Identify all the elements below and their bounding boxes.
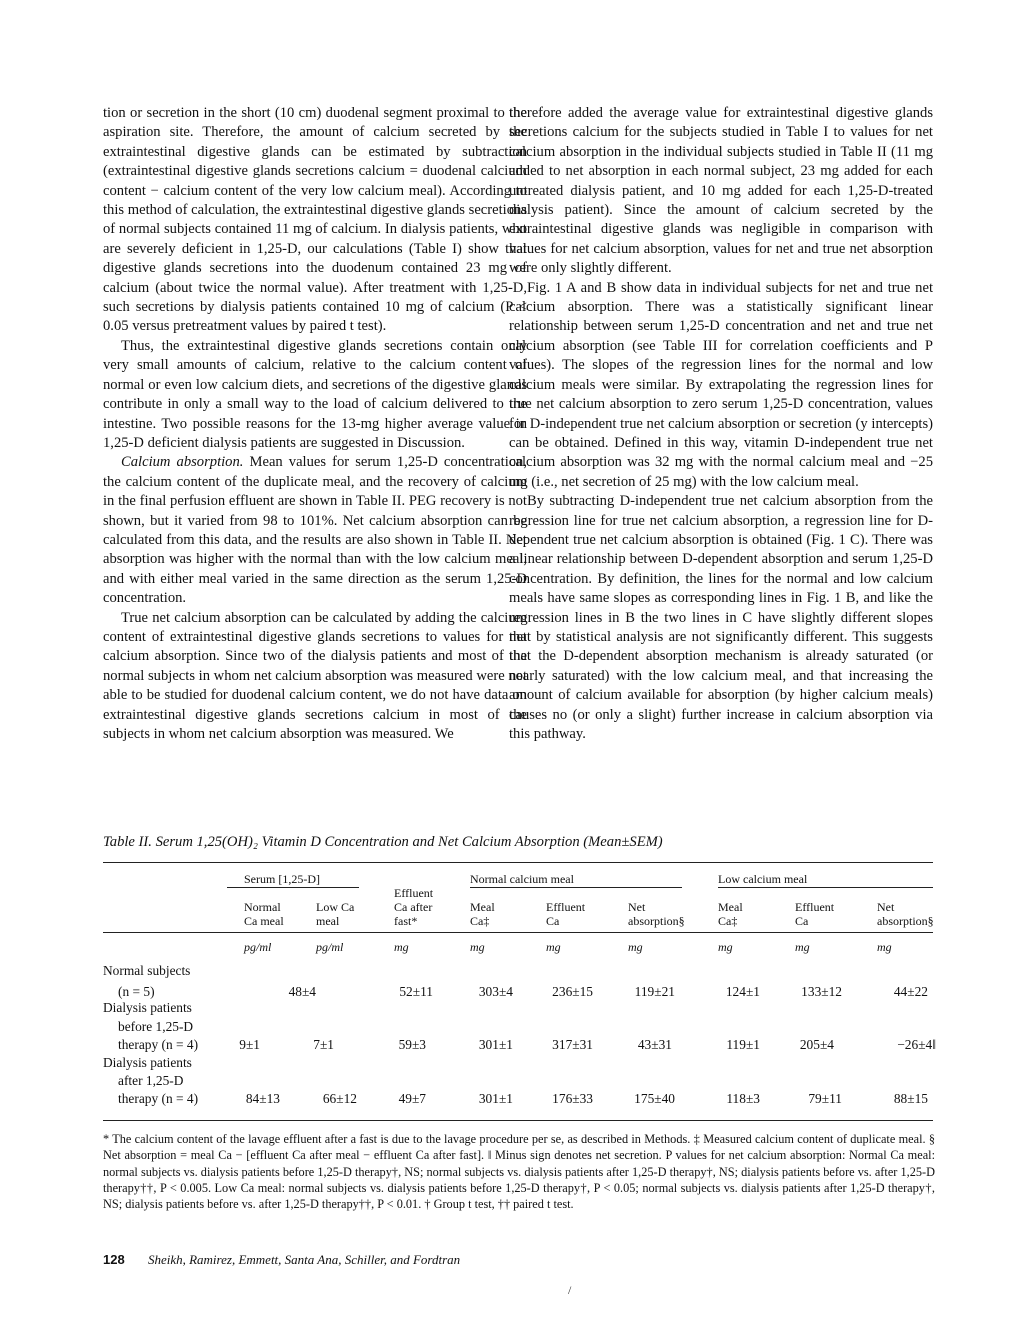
paragraph: therefore added the average value for extraintestinal digestive glands secretions calcium for the subjects studied in Table I to values for net calcium absorption in the individual subjects studied in Table II (11 mg added to net absorption in each normal subject, 23 mg added for each untreated dialysis patient, and 10 mg added for each 1,25-D-treated dialysis patient). Since the amount of calcium secreted by the extraintestinal digestive glands was negligible in comparison with values for net calcium absorption, values for net and true net absorption were only slightly different. (509, 105, 933, 277)
table-cell: 303±4 (478, 984, 513, 999)
table-top-rule (103, 862, 933, 863)
unit-label: mg (628, 940, 643, 954)
table-cell: 236±15 (552, 984, 593, 999)
table-cell: 48±4 (288, 984, 316, 999)
paragraph: tion or secretion in the short (10 cm) duodenal segment proximal to the aspiration site. Therefore, the amount of calcium secreted by the extraintestinal digestive glands can be estimated by subtraction (extraintestinal digestive glands secretions calcium = duodenal calcium content − calcium content of the very low calcium meal). According to this method of calculation, the extraintestinal digestive glands secretions of normal subjects contained 11 mg of calcium. In dialysis patients, who are severely deficient in 1,25-D, our calculations (Table I) show that digestive glands secretions into the duodenum contained 23 mg of calcium (about twice the normal value). After treatment with 1,25-D, such secretions by dialysis patients contained 10 mg of calcium (P < 0.05 versus pretreatment values by paired t test). (103, 105, 527, 335)
paragraph (103, 453, 527, 608)
paragraph: By subtracting D-independent true net calcium absorption from the regression line for true net calcium absorption, a regression line for D-dependent true net calcium absorption is obtained (Fig. 1 C). There was a linear relationship between D-dependent absorption and serum 1,25-D concentration. By definition, the lines for the normal and low calcium meals have same slopes as corresponding lines in Fig. 1 B, and like the regression lines in B the two lines in C have slightly different slopes that by statistical analysis are not significantly different. This suggests that the D-dependent absorption mechanism is already saturated (or nearly saturated) with the low calcium meal, and that increasing the amount of calcium available for absorption (by higher calcium meals) causes no (or only a slight) further increase in calcium absorption via this pathway. (509, 493, 933, 742)
col-header: absorption§ (877, 914, 934, 928)
running-authors: Sheikh, Ramirez, Emmett, Santa Ana, Schiller, and Fordtran (147, 1252, 461, 1267)
stray-mark: / (568, 1283, 572, 1297)
col-header: Ca meal (244, 914, 284, 928)
col-header: Ca (795, 914, 809, 928)
col-header: Meal (470, 900, 495, 914)
table-caption: Table II. Serum 1,25(OH)₂ Vitamin D Concentration and Net Calcium Absorption (Mean±SEM) (103, 834, 663, 850)
row-label: before 1,25-D (118, 1019, 194, 1034)
table-cell: 175±40 (634, 1091, 675, 1106)
row-label: after 1,25-D (118, 1073, 184, 1088)
table-cell: 7±1 (313, 1037, 334, 1052)
table-cell: 44±22 (893, 984, 928, 999)
paragraph: Thus, the extraintestinal digestive glands secretions contain only very small amounts of calcium, relative to the calcium content of normal or even low calcium diets, and secretions of the digestive glands contribute in only a small way to the load of calcium delivered to the intestine. Two possible reasons for the 13-mg higher average value in 1,25-D deficient dialysis patients are suggested in Discussion. (103, 337, 527, 451)
col-header: Net (628, 900, 646, 914)
group-header-normal: Normal calcium meal (470, 872, 574, 886)
table-cell: 88±15 (893, 1091, 928, 1106)
row-label: Dialysis patients (103, 1055, 192, 1070)
table-cell: 79±11 (808, 1091, 842, 1106)
col-header: absorption§ (628, 914, 685, 928)
table-cell: 119±21 (634, 984, 675, 999)
table-cell: 49±7 (398, 1091, 426, 1106)
unit-label: mg (470, 940, 485, 954)
table-cell: 52±11 (399, 984, 433, 999)
table-bottom-rule (103, 1120, 933, 1121)
row-label: therapy (n = 4) (118, 1037, 199, 1052)
page-footer (103, 1252, 460, 1268)
col-header: Ca after (394, 900, 433, 914)
paragraph: True net calcium absorption can be calculated by adding the calcium content of extraintestinal digestive glands secretions to values for net calcium absorption. Since two of the dialysis patients and most of the normal subjects in whom net calcium absorption was measured were not able to be studied for duodenal calcium content, we do not have data on extraintestinal digestive glands secretions calcium in most of the subjects in whom net calcium absorption was measured. We (103, 609, 527, 742)
unit-label: pg/ml (316, 940, 344, 954)
unit-label: pg/ml (244, 940, 272, 954)
col-header: Effluent (795, 900, 835, 914)
body-column-right (509, 104, 933, 744)
unit-label: mg (795, 940, 810, 954)
unit-label: mg (877, 940, 892, 954)
normal-group-rule (470, 887, 682, 888)
table-cell: 119±1 (726, 1037, 760, 1052)
row-label: therapy (n = 4) (118, 1091, 199, 1106)
col-header: meal (316, 914, 340, 928)
table-cell: 124±1 (725, 984, 760, 999)
table-cell: 118±3 (726, 1091, 760, 1106)
paragraph: Fig. 1 A and B show data in individual subjects for net and true net calcium absorption. There was a statistically significant linear relationship between serum 1,25-D concentration and net and true net calcium absorption (see Table III for correlation coefficients and P values). The slopes of the regression lines for the normal and low calcium meals were similar. By extrapolating the regression lines for true net calcium absorption to zero serum 1,25-D concentration, values for D-independent true net calcium absorption or secretion (y intercepts) can be obtained. Defined in this way, vitamin D-independent true net calcium absorption was 32 mg with the normal calcium meal and −25 mg (i.e., net secretion of 25 mg) with the low calcium meal. (509, 279, 933, 490)
section-heading: Calcium absorption. (121, 454, 244, 471)
col-header: Normal (244, 900, 281, 914)
group-header-serum: Serum [1,25-D] (244, 872, 320, 886)
col-header: Ca‡ (470, 914, 490, 928)
col-header: Ca (546, 914, 560, 928)
low-group-rule (718, 887, 933, 888)
table-cell: 176±33 (552, 1091, 593, 1106)
table-cell: 205±4 (799, 1037, 834, 1052)
page-number: 128 (103, 1252, 125, 1267)
group-header-low: Low calcium meal (718, 872, 808, 886)
body-column-left (103, 104, 527, 744)
col-header: Low Ca (316, 900, 355, 914)
table-cell: 301±1 (478, 1037, 513, 1052)
col-header: Meal (718, 900, 743, 914)
paragraph-text: Mean values for serum 1,25-D concentration, the calcium content of the duplicate meal, and the recovery of calcium in the final perfusion effluent are shown in Table II. PEG recovery is not shown, but it varied from 98 to 101%. Net calcium absorption can be calculated from this data, and the results are also shown in Table II. Net absorption was higher with the normal than with the low calcium meal, and with either meal varied in the same direction as the serum 1,25-D concentration. (103, 454, 527, 607)
unit-label: mg (394, 940, 409, 954)
serum-group-rule (227, 887, 359, 888)
table-footnote: * The calcium content of the lavage effluent after a fast is due to the lavage procedure per se, as described in Methods. ‡ Measured calcium content of duplicate meal. § Net absorption = meal Ca − [effluent Ca after meal − effluent Ca after fast]. ‖ Minus sign denotes net secretion. P values for net calcium absorption: Normal Ca meal: normal subjects vs. dialysis patients before 1,25-D therapy†, NS; normal subjects vs. dialysis patients after 1,25-D therapy†, NS; dialysis patients before vs. after 1,25-D therapy††, P < 0.005. Low Ca meal: normal subjects vs. dialysis patients before 1,25-D therapy†, P < 0.05; normal subjects vs. dialysis patients after 1,25-D therapy†, NS; dialysis patients before vs. after 1,25-D therapy††, P < 0.01. † Group t test, †† paired t test. (103, 1132, 935, 1212)
header-bottom-rule (103, 932, 933, 933)
row-label: (n = 5) (118, 984, 155, 999)
table-cell: 317±31 (552, 1037, 593, 1052)
row-label: Normal subjects (103, 963, 191, 978)
table-cell: 84±13 (245, 1091, 280, 1106)
unit-label: mg (718, 940, 733, 954)
col-header: Effluent (394, 886, 434, 900)
col-header: Net (877, 900, 895, 914)
table-cell: 43±31 (637, 1037, 672, 1052)
unit-label: mg (546, 940, 561, 954)
table-cell: 301±1 (478, 1091, 513, 1106)
col-header: Ca‡ (718, 914, 738, 928)
table-cell: −26±4‖ (897, 1037, 936, 1052)
table-cell: 66±12 (322, 1091, 357, 1106)
table-cell: 59±3 (398, 1037, 426, 1052)
table-cell: 133±12 (801, 984, 842, 999)
col-header: Effluent (546, 900, 586, 914)
row-label: Dialysis patients (103, 1000, 192, 1015)
table-cell: 9±1 (239, 1037, 260, 1052)
col-header: fast* (394, 914, 418, 928)
